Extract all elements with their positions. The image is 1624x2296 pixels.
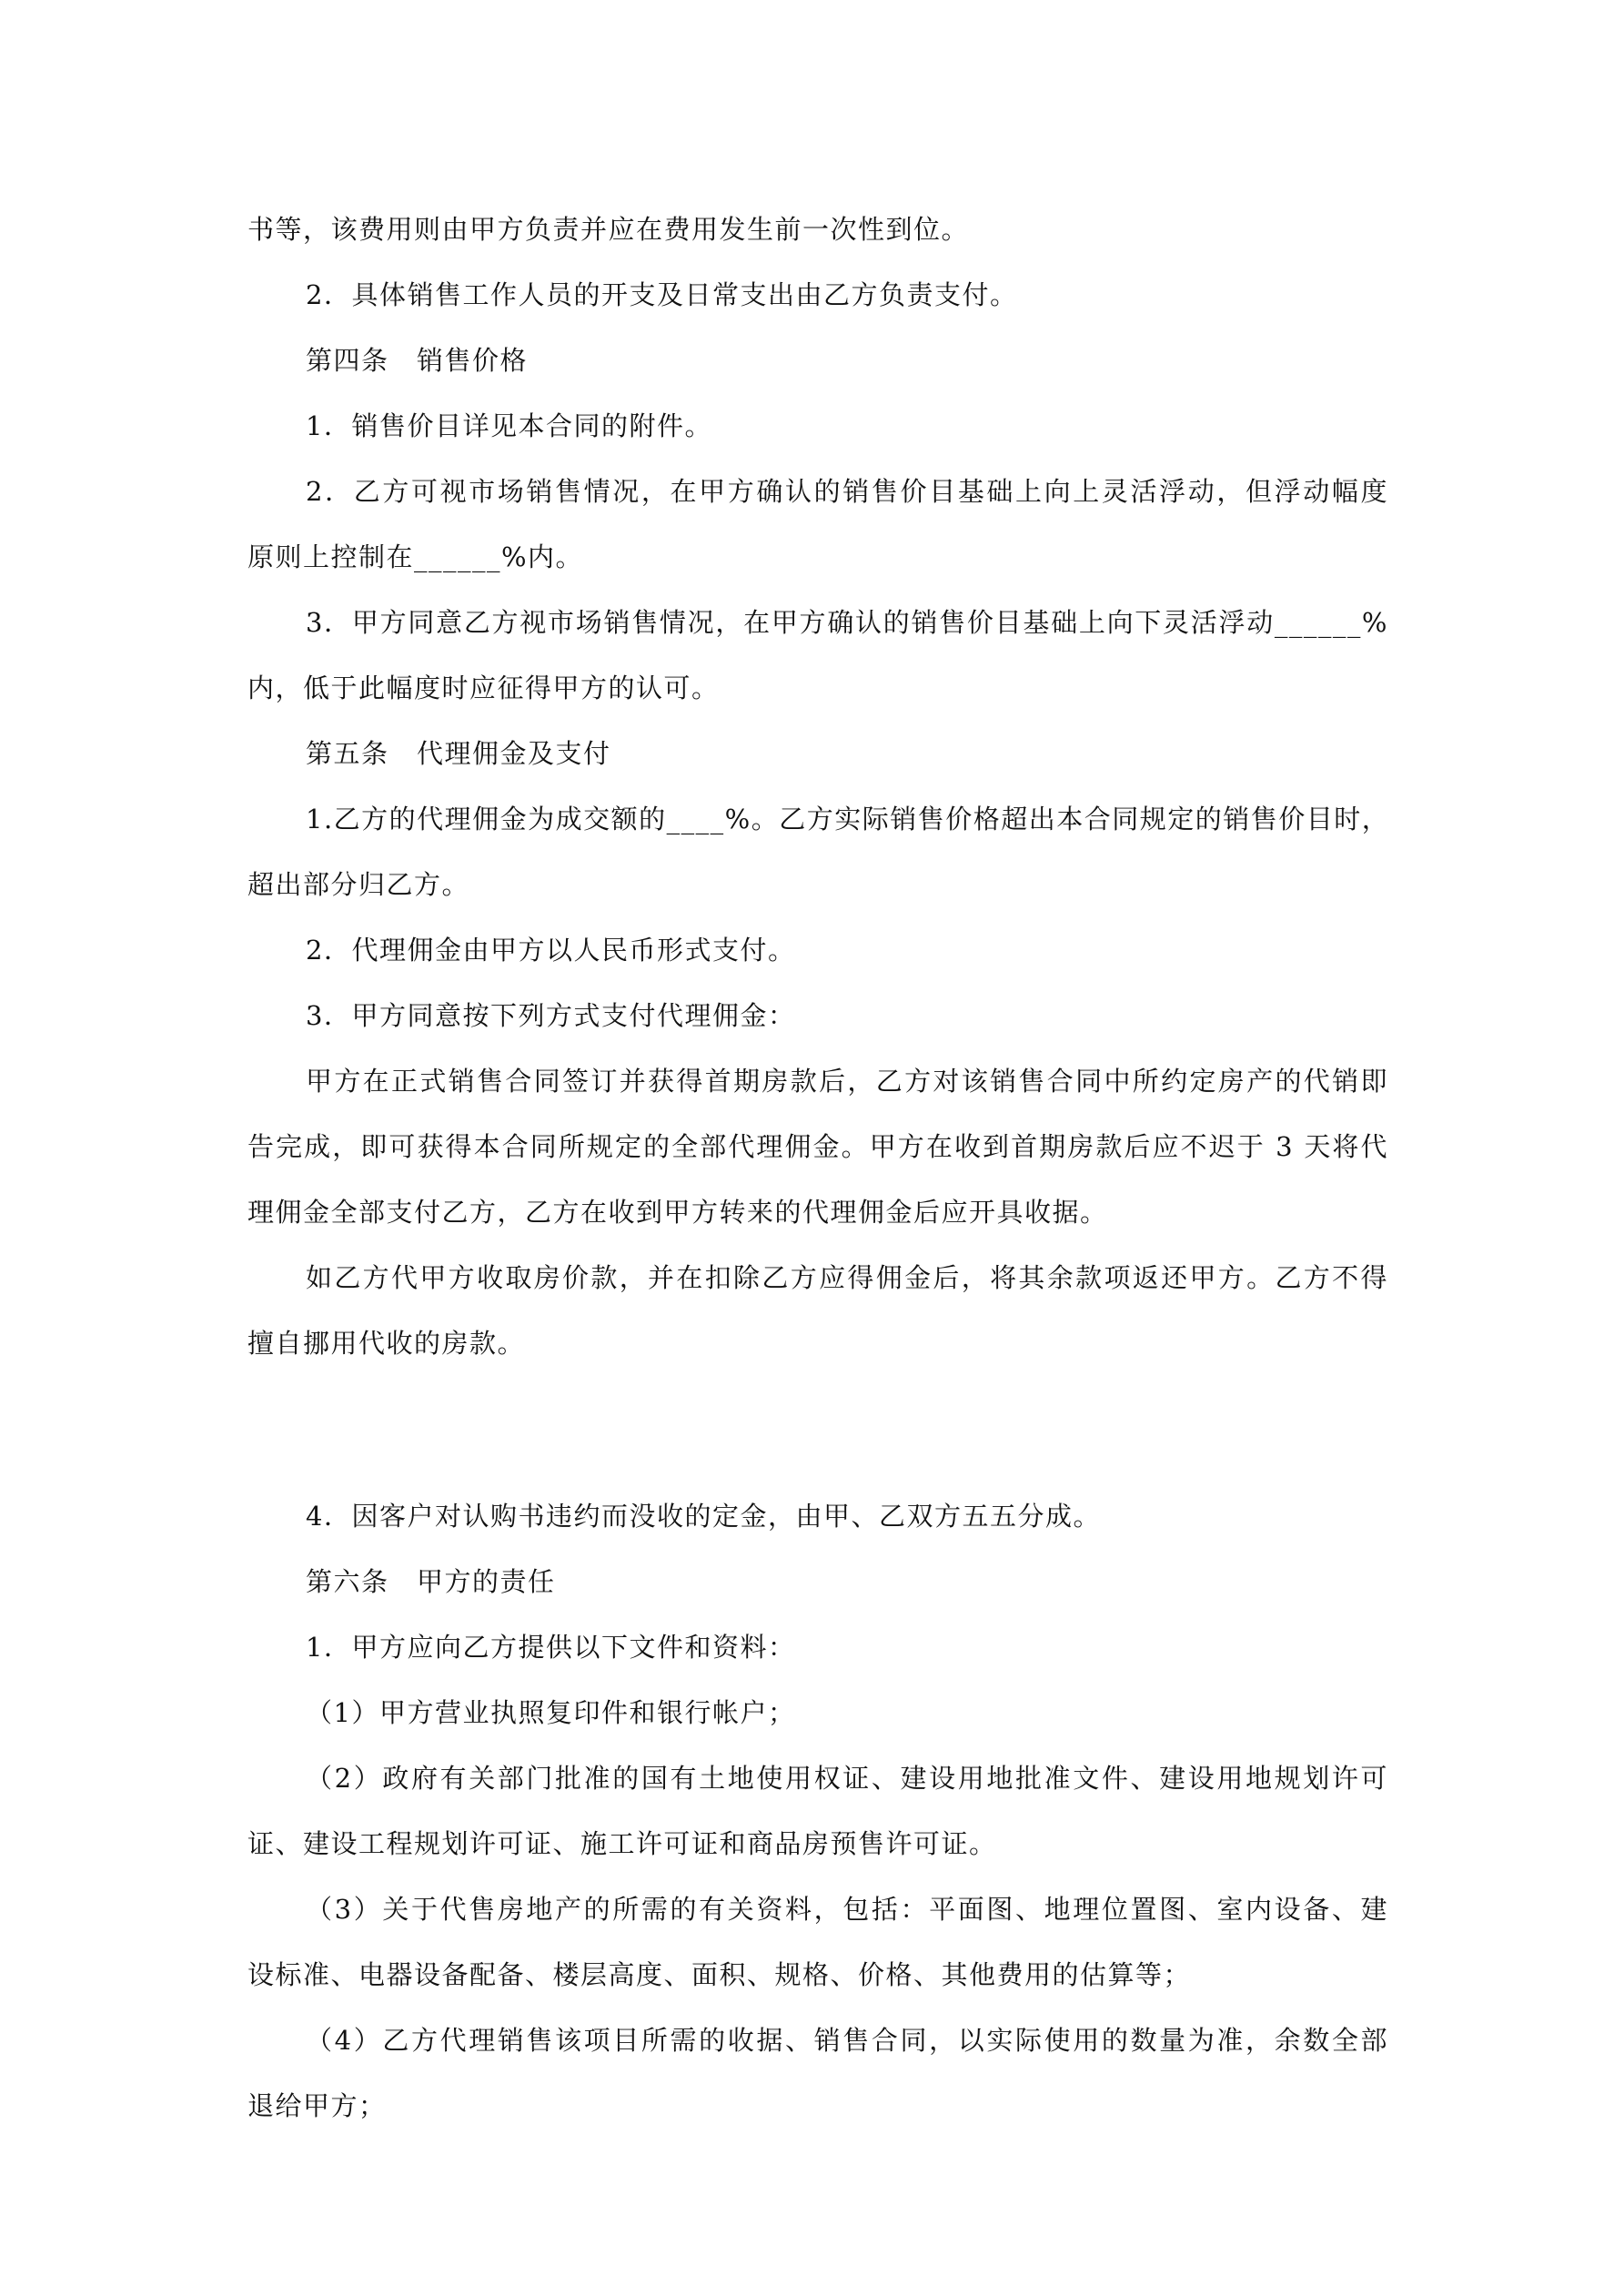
document-body-section-2	[247, 1483, 1388, 2139]
document-body-section-1	[247, 197, 1388, 1376]
article-heading: 第五条 代理佣金及支付	[306, 738, 611, 769]
list-item: （4）乙方代理销售该项目所需的收据、销售合同，以实际使用的数量为准，余数全部	[306, 2025, 1388, 2056]
paragraph-line: 理佣金全部支付乙方，乙方在收到甲方转来的代理佣金后应开具收据。	[247, 1197, 1108, 1228]
paragraph-line: 3．甲方同意乙方视市场销售情况，在甲方确认的销售价目基础上向下灵活浮动______%	[306, 607, 1388, 638]
paragraph-line: 2．乙方可视市场销售情况，在甲方确认的销售价目基础上向上灵活浮动，但浮动幅度	[306, 476, 1388, 507]
paragraph-line: 1．甲方应向乙方提供以下文件和资料：	[306, 1632, 796, 1663]
article-heading: 第六条 甲方的责任	[306, 1566, 556, 1597]
paragraph-line: 2．代理佣金由甲方以人民币形式支付。	[306, 935, 796, 966]
paragraph-line: 1．销售价目详见本合同的附件。	[306, 410, 712, 441]
paragraph-line: 擅自挪用代收的房款。	[247, 1328, 526, 1359]
paragraph-line: 如乙方代甲方收取房价款，并在扣除乙方应得佣金后，将其余款项返还甲方。乙方不得	[306, 1262, 1388, 1293]
paragraph-line: 超出部分归乙方。	[247, 869, 470, 900]
paragraph-line: 1.乙方的代理佣金为成交额的____%。乙方实际销售价格超出本合同规定的销售价目时，	[306, 804, 1390, 834]
paragraph-line: 证、建设工程规划许可证、施工许可证和商品房预售许可证。	[247, 1828, 997, 1859]
list-item: （3）关于代售房地产的所需的有关资料，包括：平面图、地理位置图、室内设备、建	[306, 1894, 1388, 1925]
paragraph-line: 3．甲方同意按下列方式支付代理佣金：	[306, 1000, 796, 1031]
paragraph-line: 告完成，即可获得本合同所规定的全部代理佣金。甲方在收到首期房款后应不迟于 3 天将代	[247, 1131, 1388, 1162]
paragraph-line: 书等，该费用则由甲方负责并应在费用发生前一次性到位。	[247, 214, 970, 245]
article-heading: 第四条 销售价格	[306, 345, 529, 376]
list-item: （1）甲方营业执照复印件和银行帐户；	[306, 1697, 796, 1728]
paragraph-line: 4．因客户对认购书违约而没收的定金，由甲、乙双方五五分成。	[306, 1501, 1101, 1532]
paragraph-line: 退给甲方；	[247, 2090, 387, 2121]
paragraph-line: 2．具体销售工作人员的开支及日常支出由乙方负责支付。	[306, 279, 1018, 310]
paragraph-line: 甲方在正式销售合同签订并获得首期房款后，乙方对该销售合同中所约定房产的代销即	[306, 1066, 1388, 1097]
paragraph-line: 原则上控制在______%内。	[247, 541, 584, 572]
list-item: （2）政府有关部门批准的国有土地使用权证、建设用地批准文件、建设用地规划许可	[306, 1763, 1388, 1794]
paragraph-line: 内，低于此幅度时应征得甲方的认可。	[247, 673, 720, 703]
paragraph-line: 设标准、电器设备配备、楼层高度、面积、规格、价格、其他费用的估算等；	[247, 1959, 1192, 1990]
